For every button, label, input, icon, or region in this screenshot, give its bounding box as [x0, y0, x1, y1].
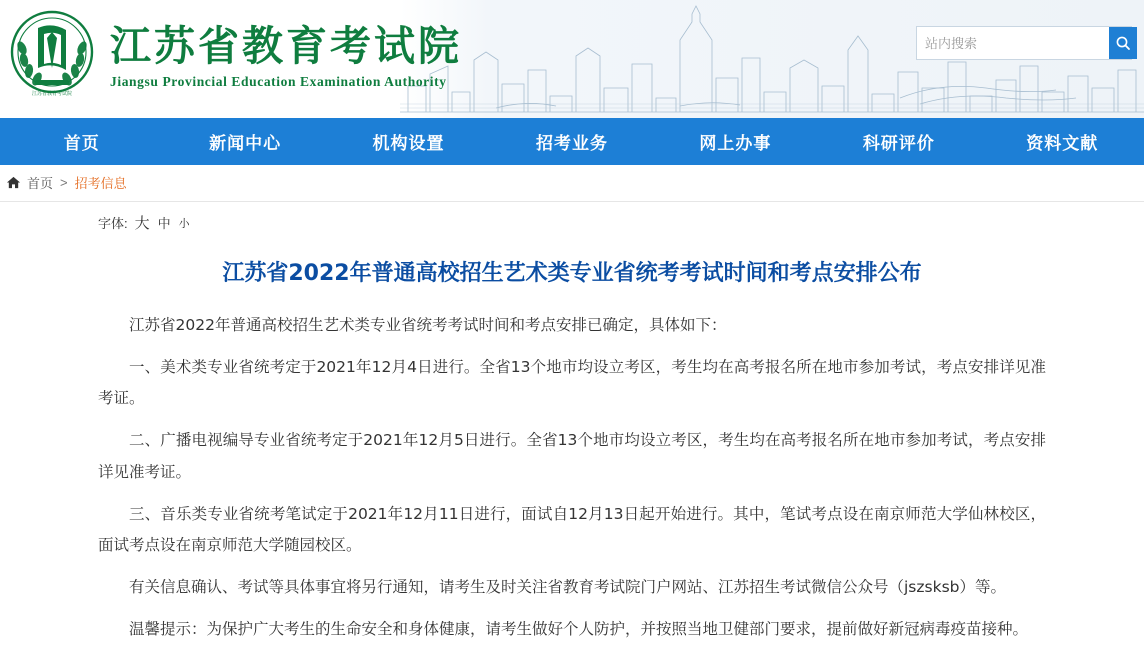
article-paragraph-1: 一、美术类专业省统考定于2021年12月4日进行。全省13个地市均设立考区，考生均在高考报名所在地市参加考试，考点安排详见准考证。 — [98, 357, 1046, 408]
nav-item-3[interactable]: 招考业务 — [535, 134, 608, 154]
nav-item-2[interactable]: 机构设置 — [372, 134, 445, 154]
nav-item-0[interactable]: 首页 — [63, 134, 100, 154]
article-body — [98, 310, 1046, 646]
breadcrumb-home[interactable]: 首页 — [27, 176, 54, 191]
page-title: 江苏省2022年普通高校招生艺术类专业省统考考试时间和考点安排公布 — [222, 261, 922, 286]
font-size-label: 字体: — [98, 216, 128, 231]
home-icon — [6, 175, 21, 190]
article-paragraph-4: 有关信息确认、考试等具体事宜将另行通知，请考生及时关注省教育考试院门户网站、江苏招生考试微信公众号（jszsksb）等。 — [129, 578, 1006, 597]
font-size-small[interactable]: 小 — [178, 217, 190, 230]
article-paragraph-5: 温馨提示：为保护广大考生的生命安全和身体健康，请考生做好个人防护，并按照当地卫健部门要求，提前做好新冠病毒疫苗接种。 — [129, 619, 1029, 638]
article-paragraph-3: 三、音乐类专业省统考笔试定于2021年12月11日进行，面试自12月13日起开始进行。其中，笔试考点设在南京师范大学仙林校区，面试考点设在南京师范大学随园校区。 — [98, 504, 1046, 555]
search-input[interactable] — [917, 27, 1109, 59]
jsjyksy-emblem-icon — [8, 8, 96, 100]
nav-item-6[interactable]: 资料文献 — [1026, 134, 1099, 154]
breadcrumb-current[interactable]: 招考信息 — [74, 176, 127, 191]
font-size-medium[interactable]: 中 — [157, 216, 171, 231]
site-title-cn: 江苏省教育考试院 — [110, 21, 462, 70]
svg-text:江苏省教育考试院: 江苏省教育考试院 — [31, 91, 73, 97]
site-logo[interactable] — [8, 8, 462, 100]
site-header — [0, 0, 1144, 118]
search-button[interactable] — [1109, 27, 1137, 59]
article-container — [0, 201, 1144, 666]
breadcrumb — [0, 165, 1144, 201]
nav-item-4[interactable]: 网上办事 — [699, 134, 772, 154]
font-size-control[interactable] — [98, 202, 1046, 237]
search-icon — [1115, 35, 1131, 51]
nav-item-5[interactable]: 科研评价 — [862, 134, 935, 154]
breadcrumb-separator: > — [60, 175, 68, 190]
article-paragraph-2: 二、广播电视编导专业省统考定于2021年12月5日进行。全省13个地市均设立考区，考生均在高考报名所在地市参加考试，考点安排详见准考证。 — [98, 431, 1046, 481]
main-nav[interactable] — [0, 118, 1144, 165]
site-title-en: Jiangsu Provincial Education Examination Authority — [110, 74, 447, 90]
nav-item-1[interactable]: 新闻中心 — [209, 134, 282, 154]
font-size-large[interactable]: 大 — [134, 215, 150, 232]
site-search[interactable] — [916, 26, 1132, 60]
article-paragraph-0: 江苏省2022年普通高校招生艺术类专业省统考考试时间和考点安排已确定，具体如下： — [129, 315, 727, 334]
